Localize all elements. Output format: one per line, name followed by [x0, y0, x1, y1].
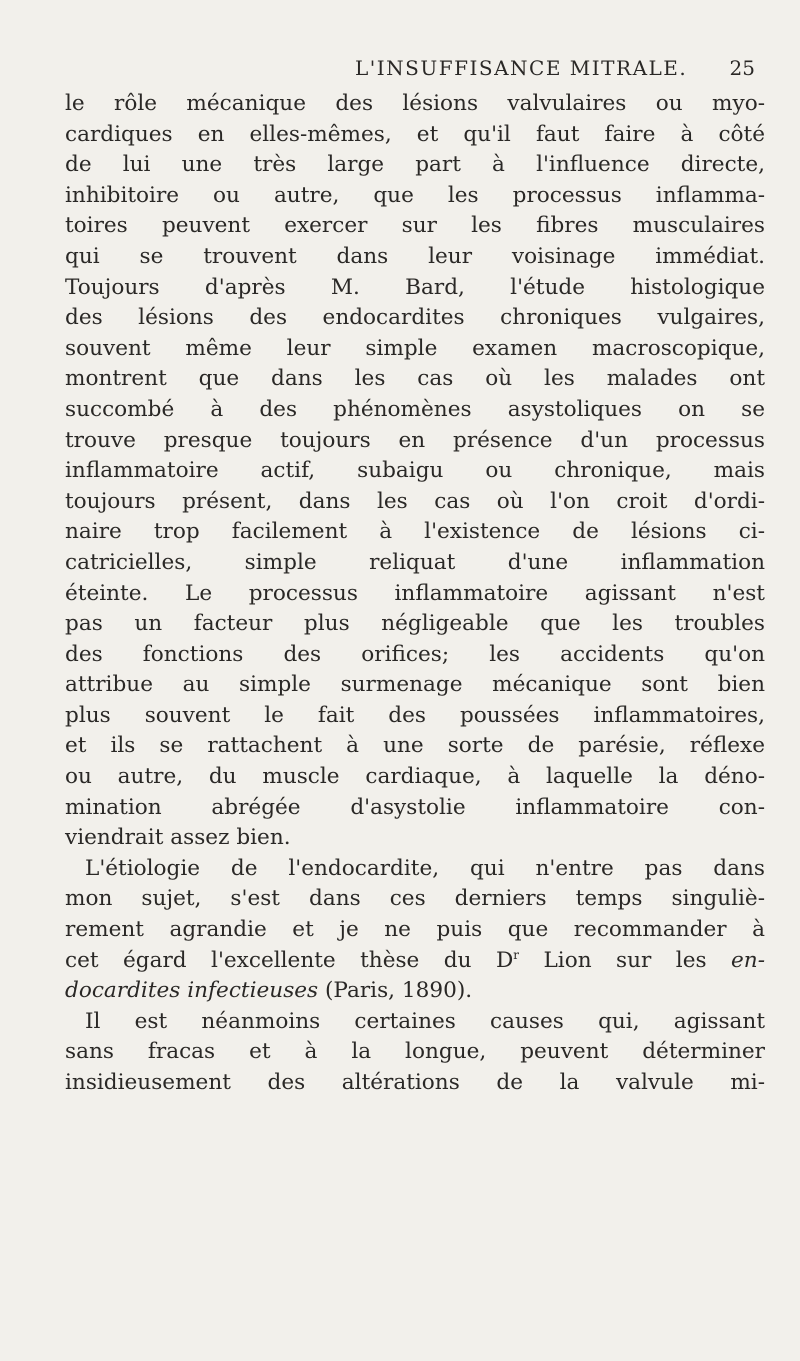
text-line: qui se trouvent dans leur voisinage immédiat. — [65, 243, 765, 269]
text-line: naire trop facilement à l'existence de lésions ci- — [65, 519, 765, 545]
text-line: ou autre, du muscle cardiaque, à laquelle la déno- — [65, 764, 765, 790]
text-line: Toujours d'après M. Bard, l'étude histologique — [65, 274, 765, 300]
text-line: succombé à des phénomènes asystoliques on se — [65, 396, 765, 422]
text-line: toujours présent, dans les cas où l'on croit d'ordi- — [65, 488, 765, 514]
text-line: insidieusement des altérations de la valvule mi- — [65, 1070, 765, 1095]
text-line: mination abrégée d'asystolie inflammatoire con- — [65, 794, 765, 820]
text-line: des fonctions des orifices; les accidents qu'on — [65, 641, 765, 667]
text-line: de lui une très large part à l'influence directe, — [65, 152, 765, 178]
text-line: plus souvent le fait des poussées inflammatoires, — [65, 702, 765, 728]
page-number: 25 — [729, 56, 755, 80]
text-line: attribue au simple surmenage mécanique sont bien — [65, 672, 765, 698]
superscript: r — [513, 947, 520, 962]
text-line: cardiques en elles-mêmes, et qu'il faut faire à côté — [65, 121, 765, 147]
text-line: des lésions des endocardites chroniques vulgaires, — [65, 305, 765, 331]
text-line: inflammatoire actif, subaigu ou chronique, mais — [65, 458, 765, 484]
text-line: pas un facteur plus négligeable que les troubles — [65, 611, 765, 637]
body-text — [65, 89, 765, 1099]
running-head — [40, 50, 760, 86]
italic-title-end: docardites infectieuses — [65, 978, 319, 1004]
text-line: le rôle mécanique des lésions valvulaires ou myo- — [65, 91, 765, 116]
text-line: catricielles, simple reliquat d'une inflammation — [65, 549, 765, 575]
text-line: et ils se rattachent à une sorte de parésie, réflexe — [65, 733, 765, 759]
text-line: souvent même leur simple examen macroscopique, — [65, 335, 765, 361]
text-line: trouve presque toujours en présence d'un processus — [65, 427, 765, 453]
text-segment: cet égard l'excellente thèse du D — [65, 947, 514, 973]
text-line: viendrait assez bien. — [65, 825, 291, 851]
italic-title-start: en- — [731, 947, 765, 973]
text-line-with-reference — [65, 976, 765, 1007]
text-line: rement agrandie et je ne puis que recommander à — [65, 917, 765, 943]
text-line: éteinte. Le processus inflammatoire agissant n'est — [65, 580, 765, 606]
text-line: mon sujet, s'est dans ces derniers temps singuliè- — [65, 886, 765, 912]
text-line: montrent que dans les cas où les malades ont — [65, 366, 765, 392]
text-line-with-reference — [65, 946, 765, 977]
running-title: L'INSUFFISANCE MITRALE. — [355, 56, 688, 80]
text-line: sans fracas et à la longue, peuvent déterminer — [65, 1039, 765, 1065]
text-line: L'étiologie de l'endocardite, qui n'entre pas dans — [85, 855, 765, 881]
text-segment: Lion sur les — [519, 947, 732, 973]
text-line: toires peuvent exercer sur les fibres musculaires — [65, 213, 765, 239]
text-line: Il est néanmoins certaines causes qui, agissant — [85, 1008, 765, 1034]
text-line: inhibitoire ou autre, que les processus inflamma- — [65, 182, 765, 208]
text-segment: (Paris, 1890). — [318, 978, 473, 1004]
